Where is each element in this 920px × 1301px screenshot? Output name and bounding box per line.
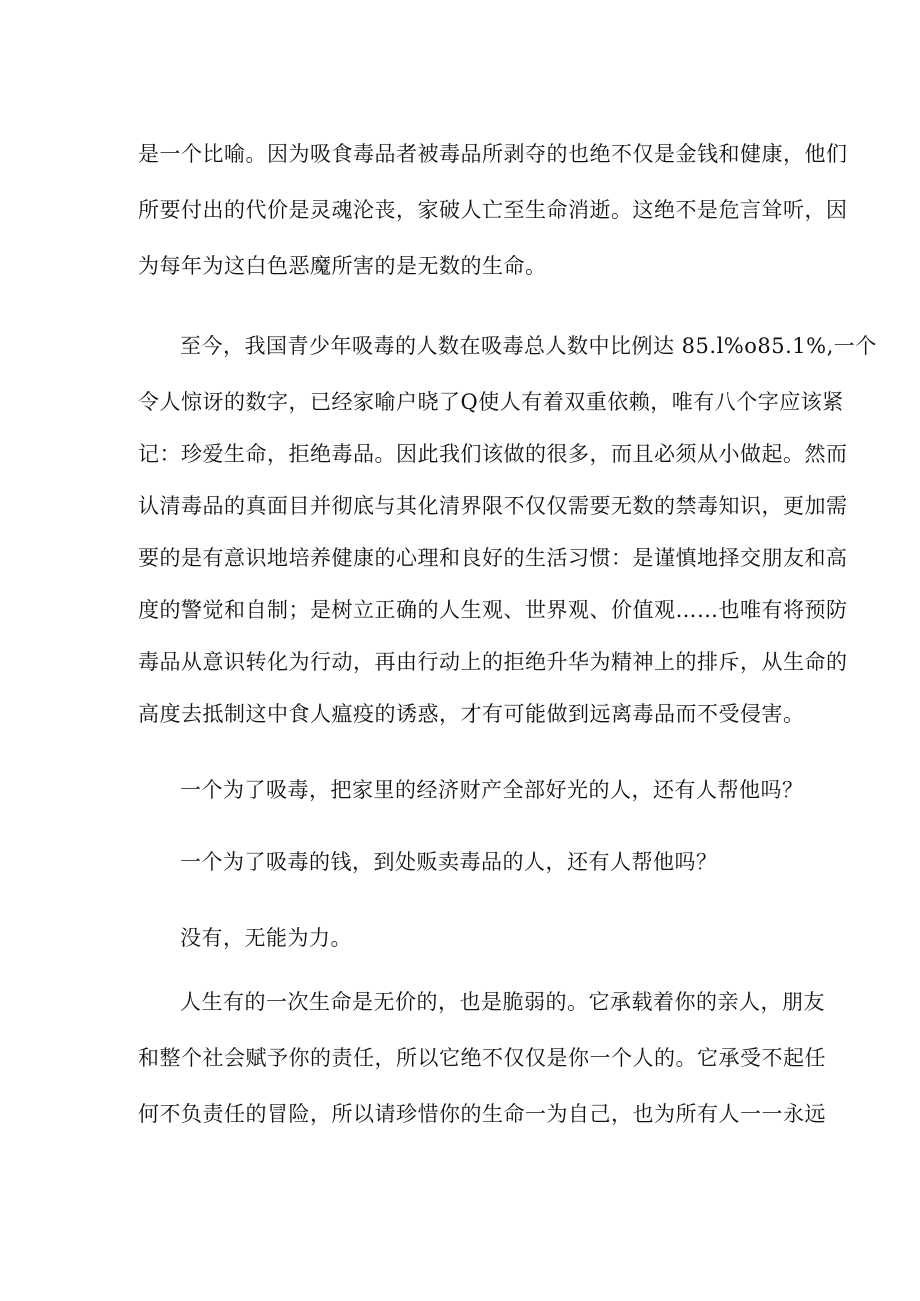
paragraph-1-line-3: 为每年为这白色恶魔所害的是无数的生命。 bbox=[138, 254, 547, 278]
paragraph-2-line-6: 度的警觉和自制；是树立正确的人生观、世界观、价值观……也唯有将预防 bbox=[138, 598, 848, 622]
paragraph-5-line-1: 没有，无能为力。 bbox=[180, 926, 352, 950]
paragraph-2-line-5: 要的是有意识地培养健康的心理和良好的生活习惯：是谨慎地择交朋友和高 bbox=[138, 546, 848, 570]
paragraph-6-line-2: 和整个社会赋予你的责任，所以它绝不仅仅是你一个人的。它承受不起任 bbox=[138, 1046, 826, 1070]
paragraph-2-line-2: 令人惊讶的数字，已经家喻户晓了Q使人有着双重依赖，唯有八个字应该紧 bbox=[138, 390, 844, 414]
paragraph-6-line-3: 何不负责任的冒险，所以请珍惜你的生命一为自己，也为所有人一一永远 bbox=[138, 1102, 826, 1126]
paragraph-2-line-4: 认清毒品的真面目并彻底与其化清界限不仅仅需要无数的禁毒知识，更加需 bbox=[138, 494, 848, 518]
paragraph-2-line-1: 至今，我国青少年吸毒的人数在吸毒总人数中比例达 85.l%o85.1%,一个 bbox=[180, 334, 877, 358]
paragraph-2-line-8: 高度去抵制这中食人瘟疫的诱惑，才有可能做到远离毒品而不受侵害。 bbox=[138, 702, 805, 726]
paragraph-2-line-3: 记：珍爱生命，拒绝毒品。因此我们该做的很多，而且必须从小做起。然而 bbox=[138, 442, 848, 466]
paragraph-6-line-1: 人生有的一次生命是无价的，也是脆弱的。它承载着你的亲人，朋友 bbox=[180, 990, 825, 1014]
paragraph-1-line-2: 所要付出的代价是灵魂沦丧，家破人亡至生命消逝。这绝不是危言耸听，因 bbox=[138, 198, 848, 222]
paragraph-1-line-1: 是一个比喻。因为吸食毒品者被毒品所剥夺的也绝不仅是金钱和健康，他们 bbox=[138, 142, 848, 166]
paragraph-4-line-1: 一个为了吸毒的钱，到处贩卖毒品的人，还有人帮他吗？ bbox=[180, 850, 718, 874]
paragraph-3-line-1: 一个为了吸毒，把家里的经济财产全部好光的人，还有人帮他吗？ bbox=[180, 778, 804, 802]
paragraph-2-line-7: 毒品从意识转化为行动，再由行动上的拒绝升华为精神上的排斥，从生命的 bbox=[138, 650, 848, 674]
